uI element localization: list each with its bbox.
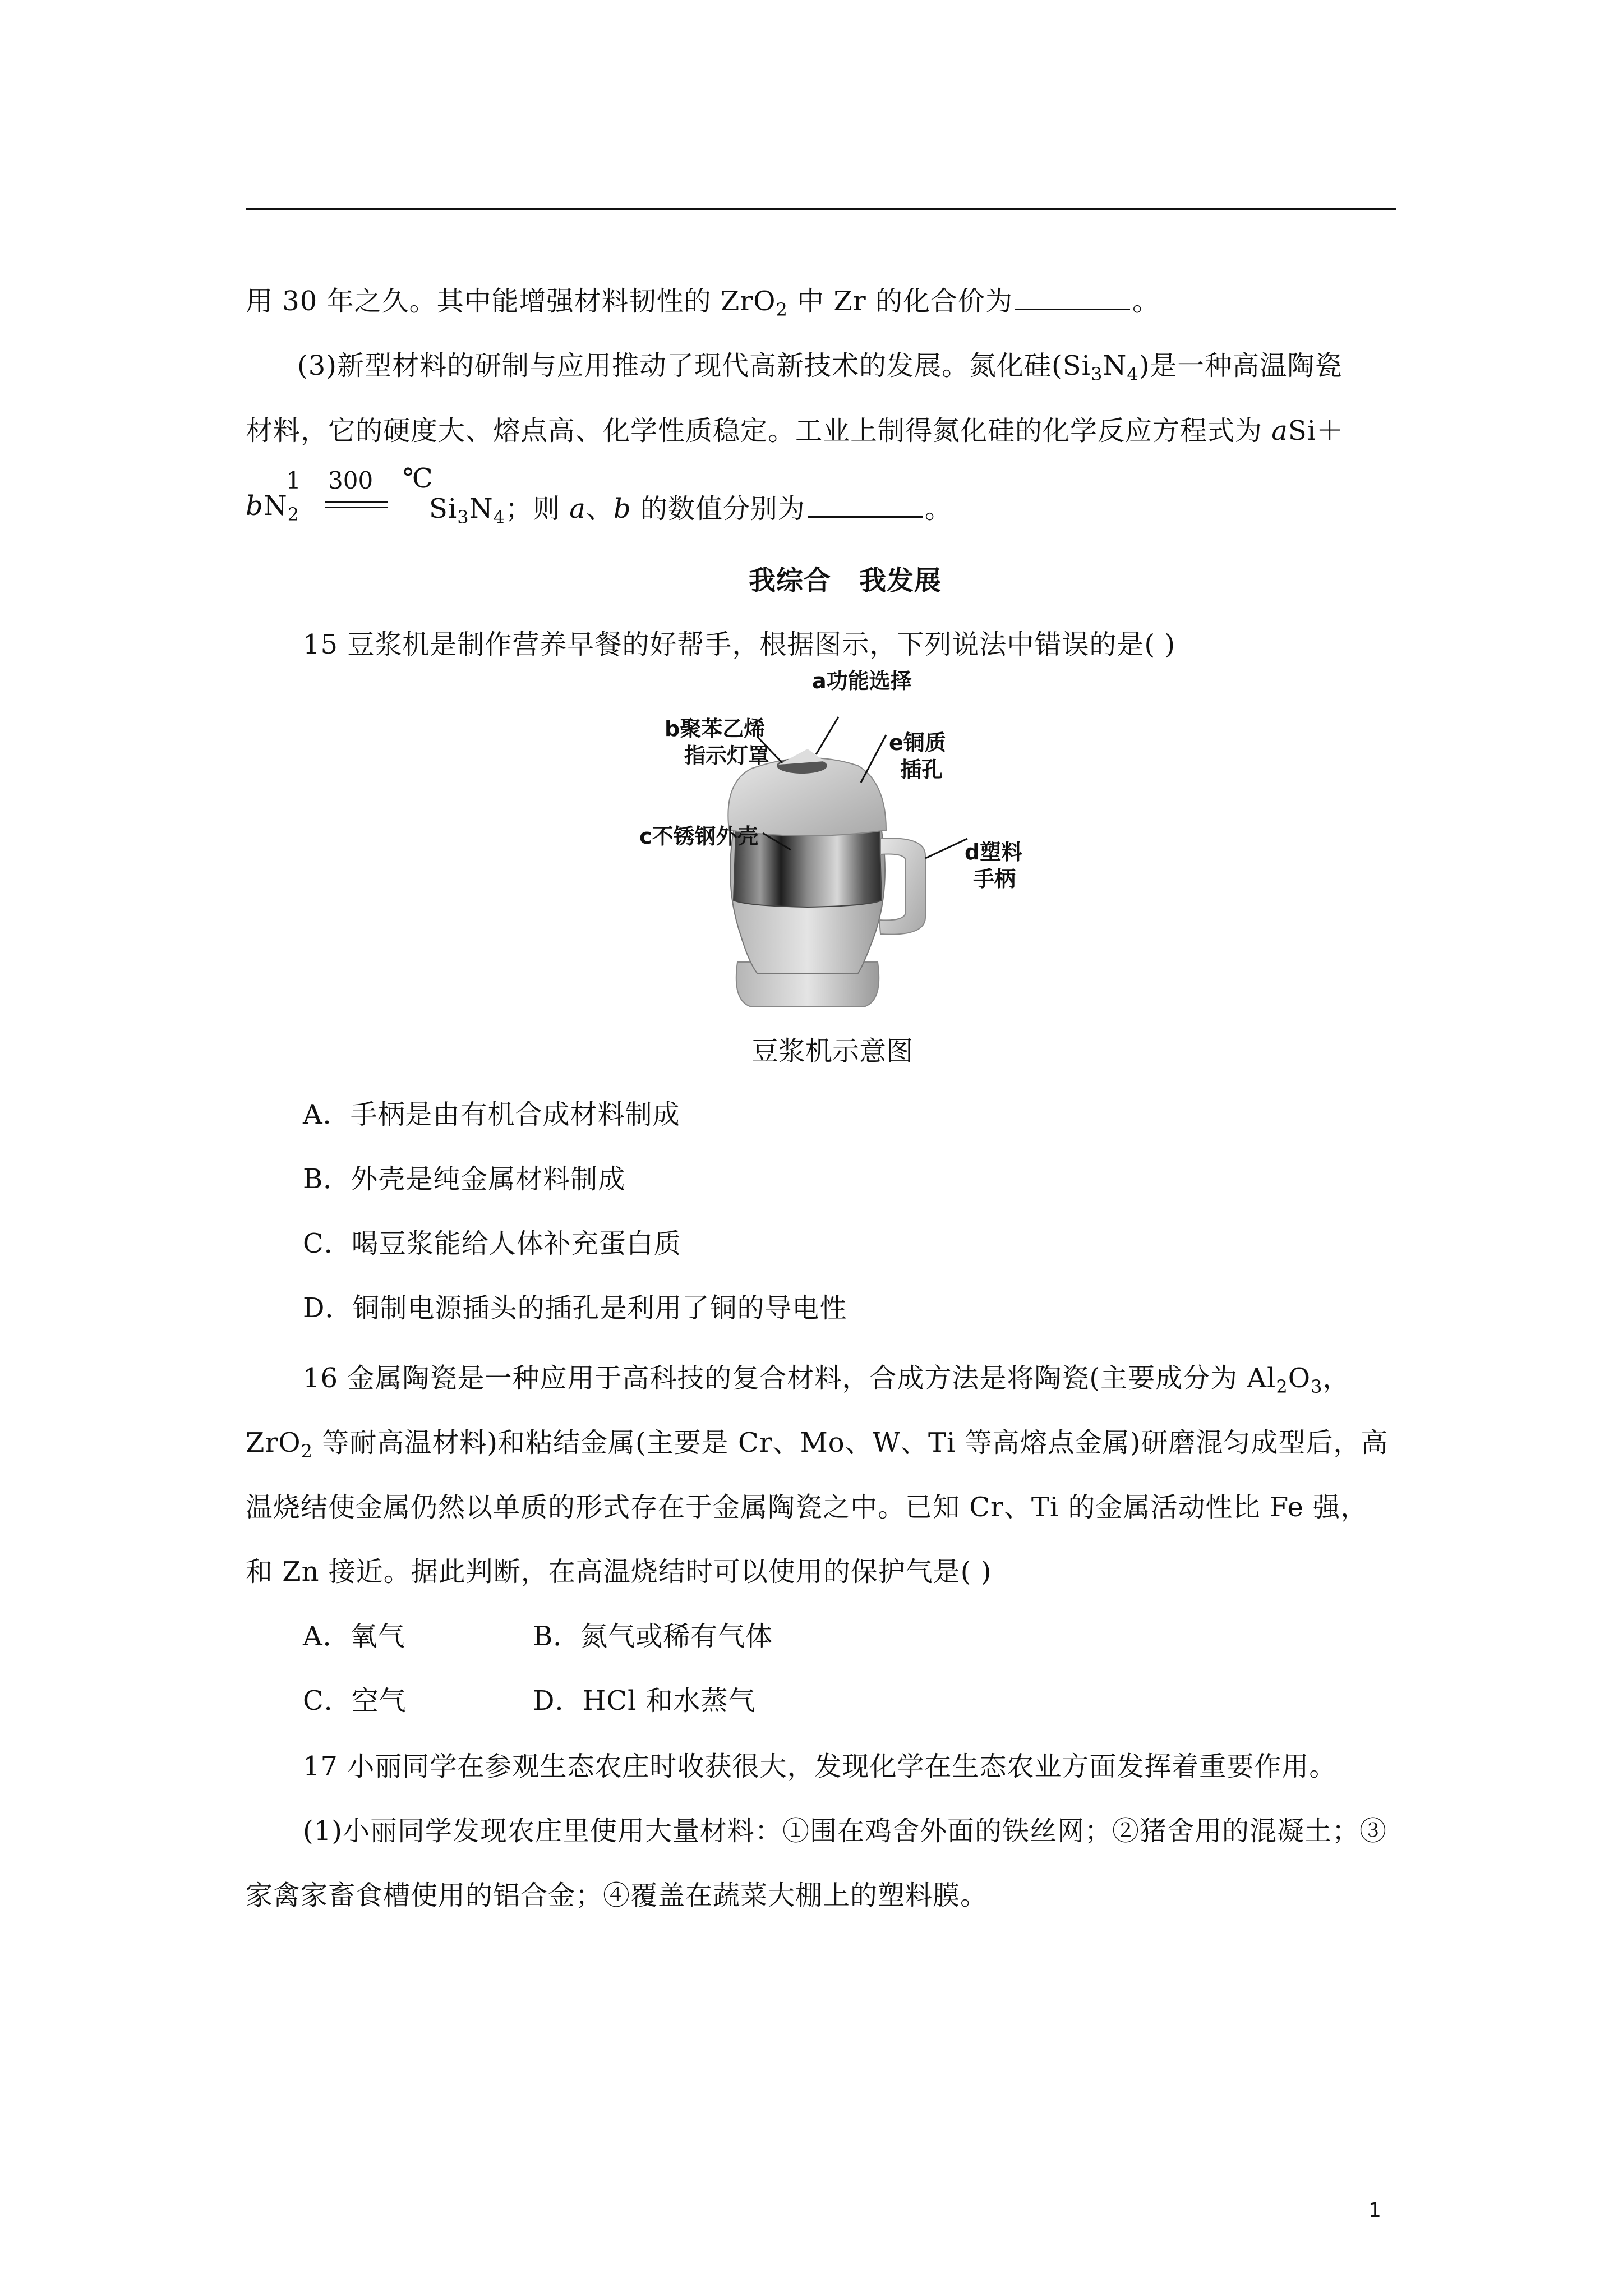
text: )是一种高温陶瓷 xyxy=(1138,350,1343,381)
subscript: 2 xyxy=(287,504,300,525)
section-title xyxy=(749,563,942,599)
q15-option-d: D．铜制电源插头的插孔是利用了铜的导电性 xyxy=(303,1292,847,1324)
text: Si＋ xyxy=(1288,415,1344,447)
label-indicator-cover-line2: 指示灯罩 xyxy=(684,743,770,768)
text: Si xyxy=(429,493,458,524)
subscript: 2 xyxy=(776,299,788,320)
q16-line1 xyxy=(303,1360,1350,1405)
q16-option-a: A．氧气 xyxy=(303,1621,405,1652)
q14-part3-line3-right xyxy=(429,491,952,535)
variable: b xyxy=(613,493,631,524)
q17-stem: 17 小丽同学在参观生态农庄时收获很大，发现化学在生态农业方面发挥着重要作用。 xyxy=(303,1751,1337,1782)
text: 。 xyxy=(1132,286,1160,317)
subscript: 4 xyxy=(493,507,505,528)
text: 材料，它的硬度大、熔点高、化学性质稳定。工业上制得氮化硅的化学反应方程式为 xyxy=(246,415,1272,447)
subscript: 3 xyxy=(1311,1376,1323,1397)
text: N xyxy=(263,490,288,522)
q14-part3-line3-left xyxy=(246,488,299,532)
subscript: 2 xyxy=(1276,1376,1288,1397)
text: ， xyxy=(1322,1363,1350,1394)
answer-blank xyxy=(1015,286,1130,310)
q15-option-b: B．外壳是纯金属材料制成 xyxy=(303,1163,626,1195)
q15-option-a: A．手柄是由有机合成材料制成 xyxy=(303,1099,680,1130)
q16-line2 xyxy=(246,1425,1388,1469)
figure-caption: 豆浆机示意图 xyxy=(751,1036,914,1067)
q16-line4: 和 Zn 接近。据此判断，在高温烧结时可以使用的保护气是( ) xyxy=(246,1556,992,1588)
label-stainless-shell: c不锈钢外壳 xyxy=(639,824,759,849)
equation-one: 1 xyxy=(286,467,301,494)
label-copper-socket-line2: 插孔 xyxy=(900,757,943,782)
section-title-part1: 我综合 xyxy=(749,565,832,596)
header-rule xyxy=(246,208,1396,210)
label-indicator-cover-line1: b聚苯乙烯 xyxy=(665,716,766,741)
q16-line3: 温烧结使金属仍然以单质的形式存在于金属陶瓷之中。已知 Cr、Ti 的金属活动性比 Fe 强， xyxy=(246,1492,1368,1523)
text: ；则 xyxy=(505,493,570,524)
variable: b xyxy=(246,490,264,522)
text: N xyxy=(469,493,494,524)
variable: a xyxy=(1271,415,1288,447)
subscript: 3 xyxy=(457,507,469,528)
text: 用 30 年之久。其中能增强材料韧性的 ZrO xyxy=(246,286,776,317)
q15-option-c: C．喝豆浆能给人体补充蛋白质 xyxy=(303,1228,681,1259)
answer-blank xyxy=(808,494,923,518)
variable: a xyxy=(569,493,586,524)
q16-option-c: C．空气 xyxy=(303,1685,407,1717)
text: 的数值分别为 xyxy=(631,493,805,524)
equation-condition-rule xyxy=(325,501,388,503)
label-plastic-handle-line1: d塑料 xyxy=(965,840,1023,864)
q16-option-d: D．HCl 和水蒸气 xyxy=(533,1685,756,1717)
q14-part3-line1 xyxy=(297,348,1342,392)
text: 。 xyxy=(924,493,952,524)
text: (3)新型材料的研制与应用推动了现代高新技术的发展。氮化硅(Si xyxy=(297,350,1091,381)
text: N xyxy=(1103,350,1127,381)
text: ZrO xyxy=(246,1427,301,1458)
text: 中 Zr 的化合价为 xyxy=(787,286,1013,317)
continuation-line xyxy=(246,283,1160,328)
label-plastic-handle-line2: 手柄 xyxy=(973,867,1016,891)
equation-unit: ℃ xyxy=(403,463,433,494)
label-copper-socket-line1: e铜质 xyxy=(889,730,946,755)
text: 、 xyxy=(585,493,614,524)
subscript: 3 xyxy=(1090,364,1103,385)
section-title-part2: 我发展 xyxy=(859,565,942,596)
q15-stem: 15 豆浆机是制作营养早餐的好帮手，根据图示，下列说法中错误的是( ) xyxy=(303,629,1176,660)
text: 等耐高温材料)和粘结金属(主要是 Cr、Mo、W、Ti 等高熔点金属)研磨混匀成型后，高 xyxy=(313,1427,1389,1458)
subscript: 2 xyxy=(301,1441,313,1462)
equation-temperature: 300 xyxy=(328,467,374,494)
q17-part1-line2: 家禽家畜食槽使用的铝合金；④覆盖在蔬菜大棚上的塑料膜。 xyxy=(246,1880,988,1911)
q17-part1-line1: (1)小丽同学发现农庄里使用大量材料：①围在鸡舍外面的铁丝网；②猪舍用的混凝土；③ xyxy=(303,1815,1387,1847)
q14-part3-line2 xyxy=(246,413,1344,449)
label-function-select: a功能选择 xyxy=(812,669,912,693)
text: 16 金属陶瓷是一种应用于高科技的复合材料，合成方法是将陶瓷(主要成分为 Al xyxy=(303,1363,1276,1394)
page-number: 1 xyxy=(1368,2199,1381,2222)
equation-condition-rule xyxy=(325,507,388,508)
q16-option-b: B．氮气或稀有气体 xyxy=(533,1621,773,1652)
text: O xyxy=(1288,1363,1311,1394)
soymilk-maker-figure xyxy=(623,670,1060,1018)
subscript: 4 xyxy=(1127,364,1139,385)
